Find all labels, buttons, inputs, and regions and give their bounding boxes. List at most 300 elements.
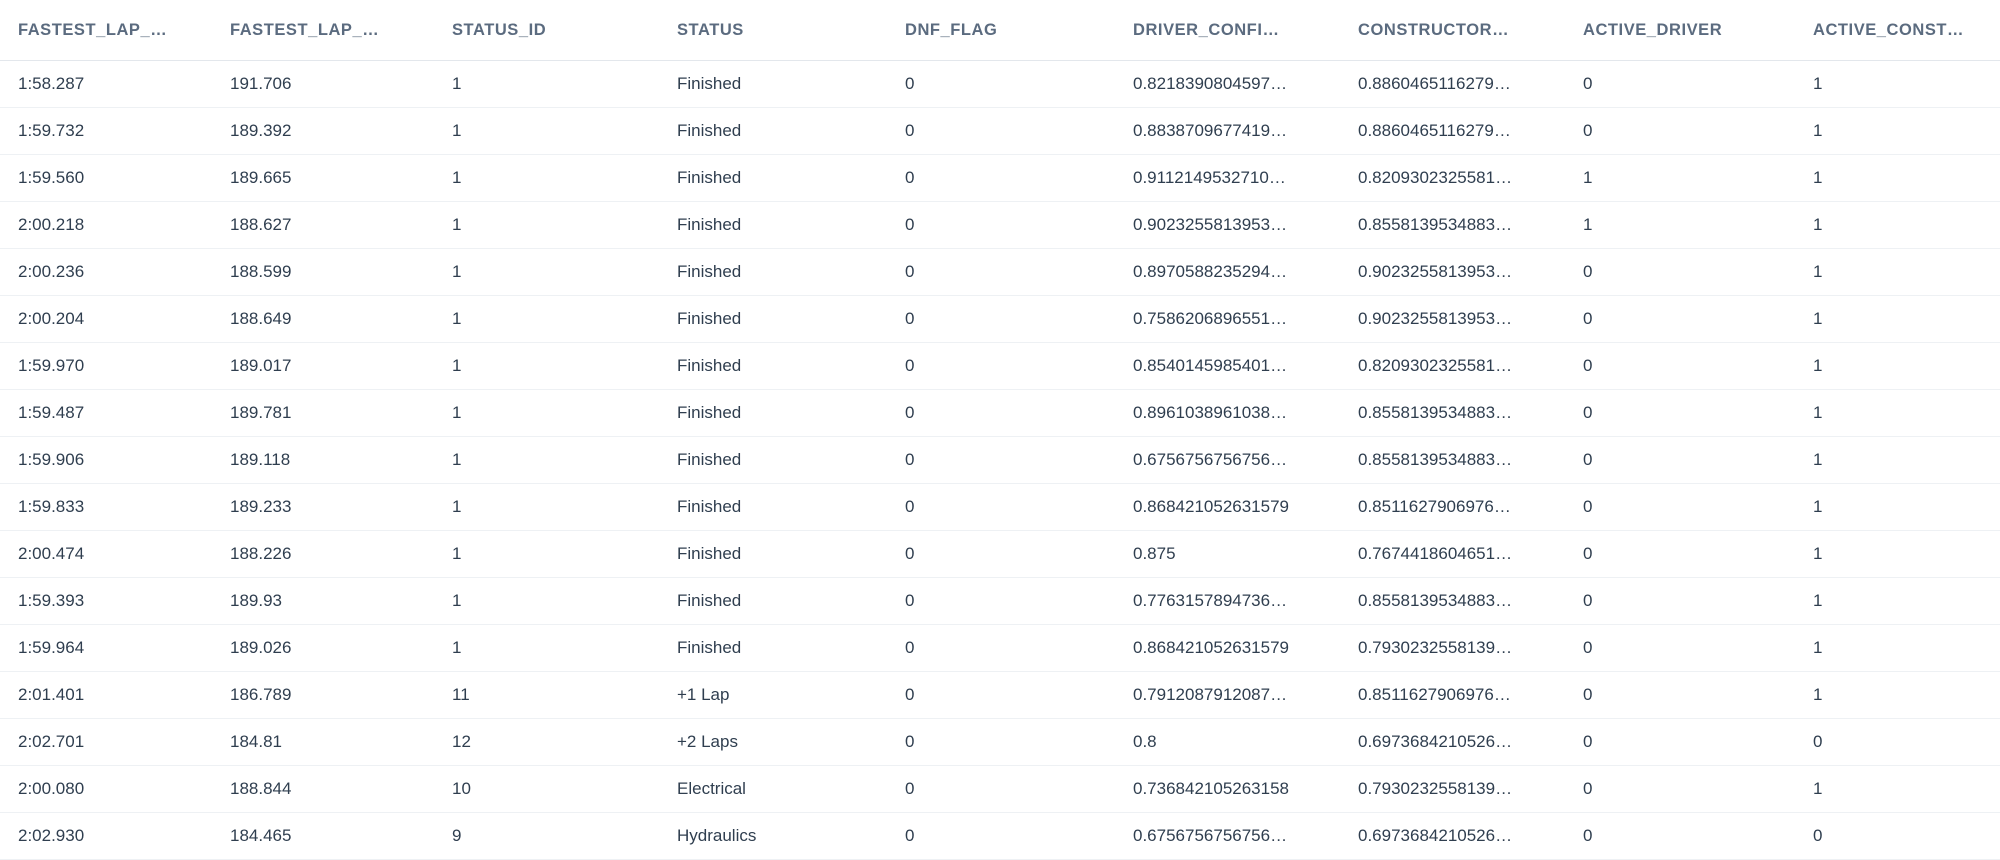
cell-fastest_lap_speed[interactable] [230, 296, 452, 343]
cell-status_id[interactable] [452, 813, 677, 860]
cell-driver_confidence[interactable] [1133, 437, 1358, 484]
cell-dnf_flag[interactable] [905, 625, 1133, 672]
column-header-status[interactable] [677, 0, 905, 61]
cell-fastest_lap_speed[interactable] [230, 61, 452, 108]
cell-fastest_lap_time[interactable] [0, 202, 230, 249]
table-row[interactable] [0, 484, 2000, 531]
cell-status_id[interactable] [452, 296, 677, 343]
cell-value: 0 [905, 403, 915, 422]
cell-value: 189.392 [230, 121, 292, 140]
table-row[interactable] [0, 531, 2000, 578]
cell-value: 0 [1583, 779, 1593, 798]
cell-dnf_flag[interactable] [905, 672, 1133, 719]
table-row[interactable] [0, 578, 2000, 625]
cell-constructor[interactable] [1358, 296, 1583, 343]
cell-value: 0.7763157894736… [1133, 591, 1288, 610]
column-header-driver_confidence[interactable] [1133, 0, 1358, 61]
cell-dnf_flag[interactable] [905, 108, 1133, 155]
cell-value: 0.8209302325581… [1358, 168, 1513, 187]
cell-fastest_lap_speed[interactable] [230, 672, 452, 719]
cell-fastest_lap_time[interactable] [0, 719, 230, 766]
column-header-label: ACTIVE_DRIVER [1583, 20, 1723, 39]
cell-dnf_flag[interactable] [905, 813, 1133, 860]
cell-value: 1 [1813, 215, 1823, 234]
cell-constructor[interactable] [1358, 249, 1583, 296]
cell-fastest_lap_speed[interactable] [230, 719, 452, 766]
cell-status_id[interactable] [452, 155, 677, 202]
cell-value: 1 [1813, 450, 1823, 469]
cell-fastest_lap_time[interactable] [0, 813, 230, 860]
cell-constructor[interactable] [1358, 343, 1583, 390]
cell-fastest_lap_speed[interactable] [230, 578, 452, 625]
cell-value: Finished [677, 121, 742, 140]
cell-value: 0.6756756756756… [1133, 450, 1288, 469]
cell-value: 0.8961038961038… [1133, 403, 1288, 422]
cell-active_driver[interactable] [1583, 766, 1813, 813]
cell-value: 0.8218390804597… [1133, 74, 1288, 93]
cell-driver_confidence[interactable] [1133, 766, 1358, 813]
cell-value: 0 [905, 638, 915, 657]
cell-value: 0 [905, 826, 915, 845]
cell-fastest_lap_speed[interactable] [230, 202, 452, 249]
cell-fastest_lap_time[interactable] [0, 766, 230, 813]
cell-value: 1 [452, 450, 462, 469]
cell-constructor[interactable] [1358, 155, 1583, 202]
cell-value: 0 [905, 356, 915, 375]
cell-value: 0.8 [1133, 732, 1157, 751]
cell-constructor[interactable] [1358, 766, 1583, 813]
cell-driver_confidence[interactable] [1133, 625, 1358, 672]
table-row[interactable] [0, 813, 2000, 860]
cell-value: 1 [1813, 168, 1823, 187]
table-row[interactable] [0, 390, 2000, 437]
cell-value: 0 [1583, 638, 1593, 657]
cell-value: 1 [452, 497, 462, 516]
cell-value: 1 [452, 262, 462, 281]
cell-value: 0.6973684210526… [1358, 732, 1513, 751]
cell-active_driver[interactable] [1583, 719, 1813, 766]
cell-value: 1 [1813, 779, 1823, 798]
cell-value: 0.868421052631579 [1133, 638, 1289, 657]
column-header-active_constructor[interactable] [1813, 0, 2000, 61]
cell-value: +1 Lap [677, 685, 730, 704]
cell-fastest_lap_speed[interactable] [230, 108, 452, 155]
cell-value: 1 [452, 121, 462, 140]
cell-value: 12 [452, 732, 471, 751]
cell-value: 1:59.906 [18, 450, 85, 469]
cell-active_constructor[interactable] [1813, 390, 2000, 437]
table-row[interactable] [0, 202, 2000, 249]
cell-value: Finished [677, 168, 742, 187]
cell-fastest_lap_time[interactable] [0, 296, 230, 343]
cell-value: 1 [1813, 497, 1823, 516]
cell-constructor[interactable] [1358, 484, 1583, 531]
cell-value: 1 [452, 591, 462, 610]
cell-value: 1 [1813, 591, 1823, 610]
cell-active_constructor[interactable] [1813, 484, 2000, 531]
cell-fastest_lap_speed[interactable] [230, 766, 452, 813]
cell-status_id[interactable] [452, 719, 677, 766]
cell-status[interactable] [677, 155, 905, 202]
cell-status_id[interactable] [452, 578, 677, 625]
cell-value: 188.599 [230, 262, 292, 281]
cell-fastest_lap_speed[interactable] [230, 625, 452, 672]
cell-constructor[interactable] [1358, 390, 1583, 437]
cell-active_driver[interactable] [1583, 531, 1813, 578]
cell-value: 0 [1583, 826, 1593, 845]
cell-active_constructor[interactable] [1813, 625, 2000, 672]
cell-active_constructor[interactable] [1813, 202, 2000, 249]
cell-value: 1 [1583, 215, 1593, 234]
cell-value: 0.8511627906976… [1358, 685, 1511, 704]
cell-fastest_lap_time[interactable] [0, 343, 230, 390]
cell-active_driver[interactable] [1583, 578, 1813, 625]
cell-dnf_flag[interactable] [905, 578, 1133, 625]
cell-driver_confidence[interactable] [1133, 249, 1358, 296]
cell-fastest_lap_speed[interactable] [230, 813, 452, 860]
cell-value: 0.7930232558139… [1358, 638, 1513, 657]
cell-active_constructor[interactable] [1813, 155, 2000, 202]
cell-constructor[interactable] [1358, 719, 1583, 766]
cell-dnf_flag[interactable] [905, 296, 1133, 343]
cell-value: Electrical [677, 779, 746, 798]
cell-value: 0.7912087912087… [1133, 685, 1288, 704]
cell-dnf_flag[interactable] [905, 437, 1133, 484]
cell-status_id[interactable] [452, 249, 677, 296]
cell-value: 1:59.487 [18, 403, 85, 422]
cell-active_constructor[interactable] [1813, 437, 2000, 484]
cell-driver_confidence[interactable] [1133, 531, 1358, 578]
cell-constructor[interactable] [1358, 437, 1583, 484]
column-header-label: FASTEST_LAP_… [230, 20, 380, 39]
cell-active_driver[interactable] [1583, 296, 1813, 343]
cell-value: 2:02.701 [18, 732, 85, 751]
cell-status[interactable] [677, 202, 905, 249]
table-row[interactable] [0, 437, 2000, 484]
column-header-fastest_lap_speed[interactable] [230, 0, 452, 61]
cell-value: 0 [1813, 732, 1823, 751]
column-header-label: DNF_FLAG [905, 20, 998, 39]
cell-status[interactable] [677, 437, 905, 484]
cell-value: 0 [905, 168, 915, 187]
cell-status_id[interactable] [452, 672, 677, 719]
cell-driver_confidence[interactable] [1133, 108, 1358, 155]
cell-driver_confidence[interactable] [1133, 719, 1358, 766]
cell-value: 0 [1583, 732, 1593, 751]
cell-active_constructor[interactable] [1813, 578, 2000, 625]
cell-fastest_lap_time[interactable] [0, 484, 230, 531]
cell-value: +2 Laps [677, 732, 738, 751]
cell-driver_confidence[interactable] [1133, 296, 1358, 343]
cell-active_constructor[interactable] [1813, 61, 2000, 108]
cell-value: Finished [677, 356, 742, 375]
cell-active_driver[interactable] [1583, 61, 1813, 108]
table-row[interactable] [0, 155, 2000, 202]
cell-fastest_lap_speed[interactable] [230, 484, 452, 531]
cell-fastest_lap_speed[interactable] [230, 249, 452, 296]
cell-active_driver[interactable] [1583, 484, 1813, 531]
cell-value: 2:00.204 [18, 309, 85, 328]
cell-status[interactable] [677, 249, 905, 296]
cell-constructor[interactable] [1358, 813, 1583, 860]
column-header-fastest_lap_time[interactable] [0, 0, 230, 61]
cell-active_constructor[interactable] [1813, 766, 2000, 813]
cell-driver_confidence[interactable] [1133, 61, 1358, 108]
cell-value: 1:59.560 [18, 168, 85, 187]
cell-driver_confidence[interactable] [1133, 578, 1358, 625]
cell-status[interactable] [677, 61, 905, 108]
cell-driver_confidence[interactable] [1133, 813, 1358, 860]
table-row[interactable] [0, 296, 2000, 343]
cell-value: 191.706 [230, 74, 292, 93]
cell-active_constructor[interactable] [1813, 249, 2000, 296]
cell-status_id[interactable] [452, 202, 677, 249]
cell-value: Finished [677, 591, 742, 610]
cell-value: 0 [1583, 403, 1593, 422]
cell-value: 189.017 [230, 356, 292, 375]
cell-value: 0 [905, 309, 915, 328]
table-row[interactable] [0, 61, 2000, 108]
column-header-label: STATUS_ID [452, 20, 547, 39]
cell-fastest_lap_speed[interactable] [230, 437, 452, 484]
column-header-active_driver[interactable] [1583, 0, 1813, 61]
cell-fastest_lap_speed[interactable] [230, 343, 452, 390]
cell-value: 1 [1813, 74, 1823, 93]
cell-dnf_flag[interactable] [905, 61, 1133, 108]
cell-constructor[interactable] [1358, 578, 1583, 625]
cell-active_constructor[interactable] [1813, 531, 2000, 578]
cell-active_driver[interactable] [1583, 390, 1813, 437]
cell-value: 0 [1583, 544, 1593, 563]
cell-active_driver[interactable] [1583, 672, 1813, 719]
cell-fastest_lap_time[interactable] [0, 108, 230, 155]
cell-status[interactable] [677, 484, 905, 531]
cell-constructor[interactable] [1358, 625, 1583, 672]
cell-driver_confidence[interactable] [1133, 390, 1358, 437]
cell-value: 0 [905, 732, 915, 751]
cell-status[interactable] [677, 766, 905, 813]
cell-value: 0 [1583, 74, 1593, 93]
cell-value: 0.8970588235294… [1133, 262, 1288, 281]
table-row[interactable] [0, 766, 2000, 813]
table-row[interactable] [0, 672, 2000, 719]
cell-status_id[interactable] [452, 531, 677, 578]
cell-active_driver[interactable] [1583, 202, 1813, 249]
cell-active_driver[interactable] [1583, 108, 1813, 155]
table-header-row [0, 0, 2000, 61]
cell-value: 0.8558139534883… [1358, 215, 1513, 234]
cell-value: 1 [452, 309, 462, 328]
cell-value: 1 [452, 638, 462, 657]
cell-dnf_flag[interactable] [905, 343, 1133, 390]
cell-value: 1:59.964 [18, 638, 85, 657]
cell-active_driver[interactable] [1583, 155, 1813, 202]
cell-value: 189.026 [230, 638, 292, 657]
cell-status_id[interactable] [452, 61, 677, 108]
cell-active_driver[interactable] [1583, 813, 1813, 860]
cell-value: 0.8558139534883… [1358, 450, 1513, 469]
cell-fastest_lap_time[interactable] [0, 61, 230, 108]
cell-fastest_lap_time[interactable] [0, 672, 230, 719]
cell-value: 1 [1813, 544, 1823, 563]
cell-value: 0.7930232558139… [1358, 779, 1513, 798]
column-header-constructor[interactable] [1358, 0, 1583, 61]
cell-value: 0 [905, 215, 915, 234]
cell-value: 2:00.218 [18, 215, 85, 234]
cell-status[interactable] [677, 296, 905, 343]
cell-value: 184.81 [230, 732, 282, 751]
cell-value: 0.9112149532710… [1133, 168, 1286, 187]
cell-value: 0 [1583, 121, 1593, 140]
cell-value: 0.6973684210526… [1358, 826, 1513, 845]
cell-active_driver[interactable] [1583, 249, 1813, 296]
cell-fastest_lap_speed[interactable] [230, 531, 452, 578]
cell-fastest_lap_time[interactable] [0, 155, 230, 202]
cell-status_id[interactable] [452, 437, 677, 484]
cell-value: 9 [452, 826, 462, 845]
cell-value: 189.233 [230, 497, 292, 516]
cell-value: 1:59.732 [18, 121, 85, 140]
cell-fastest_lap_time[interactable] [0, 249, 230, 296]
cell-value: 1 [1813, 685, 1823, 704]
column-header-label: STATUS [677, 20, 744, 39]
cell-fastest_lap_time[interactable] [0, 437, 230, 484]
cell-value: Finished [677, 215, 742, 234]
cell-driver_confidence[interactable] [1133, 484, 1358, 531]
cell-value: 0.8558139534883… [1358, 591, 1513, 610]
cell-dnf_flag[interactable] [905, 531, 1133, 578]
cell-status[interactable] [677, 390, 905, 437]
cell-value: 0 [905, 121, 915, 140]
cell-value: 1:58.287 [18, 74, 85, 93]
cell-fastest_lap_speed[interactable] [230, 390, 452, 437]
cell-value: 1 [1813, 403, 1823, 422]
cell-value: 0 [1583, 685, 1593, 704]
cell-dnf_flag[interactable] [905, 155, 1133, 202]
cell-active_driver[interactable] [1583, 343, 1813, 390]
cell-value: 1 [452, 403, 462, 422]
cell-status_id[interactable] [452, 390, 677, 437]
cell-value: 1 [452, 544, 462, 563]
cell-status_id[interactable] [452, 484, 677, 531]
cell-driver_confidence[interactable] [1133, 155, 1358, 202]
column-header-status_id[interactable] [452, 0, 677, 61]
cell-dnf_flag[interactable] [905, 202, 1133, 249]
cell-fastest_lap_time[interactable] [0, 625, 230, 672]
cell-value: 10 [452, 779, 471, 798]
cell-value: 2:00.236 [18, 262, 85, 281]
cell-active_constructor[interactable] [1813, 719, 2000, 766]
cell-status[interactable] [677, 531, 905, 578]
cell-status_id[interactable] [452, 766, 677, 813]
cell-dnf_flag[interactable] [905, 249, 1133, 296]
cell-active_constructor[interactable] [1813, 813, 2000, 860]
table-row[interactable] [0, 343, 2000, 390]
cell-driver_confidence[interactable] [1133, 343, 1358, 390]
cell-driver_confidence[interactable] [1133, 672, 1358, 719]
cell-status[interactable] [677, 578, 905, 625]
cell-value: 186.789 [230, 685, 292, 704]
column-header-label: CONSTRUCTOR… [1358, 20, 1510, 39]
cell-value: 0.8511627906976… [1358, 497, 1511, 516]
cell-constructor[interactable] [1358, 672, 1583, 719]
cell-constructor[interactable] [1358, 531, 1583, 578]
cell-status_id[interactable] [452, 625, 677, 672]
cell-value: 2:00.080 [18, 779, 85, 798]
table-row[interactable] [0, 108, 2000, 155]
cell-status[interactable] [677, 813, 905, 860]
table-row[interactable] [0, 625, 2000, 672]
cell-value: 0 [1813, 826, 1823, 845]
cell-active_driver[interactable] [1583, 625, 1813, 672]
cell-value: 1 [1583, 168, 1593, 187]
cell-status[interactable] [677, 719, 905, 766]
cell-value: 184.465 [230, 826, 292, 845]
cell-fastest_lap_time[interactable] [0, 578, 230, 625]
cell-dnf_flag[interactable] [905, 390, 1133, 437]
cell-value: Finished [677, 309, 742, 328]
cell-dnf_flag[interactable] [905, 766, 1133, 813]
cell-fastest_lap_time[interactable] [0, 390, 230, 437]
column-header-label: DRIVER_CONFI… [1133, 20, 1280, 39]
cell-value: 0.8209302325581… [1358, 356, 1513, 375]
cell-fastest_lap_speed[interactable] [230, 155, 452, 202]
cell-value: Hydraulics [677, 826, 757, 845]
cell-active_constructor[interactable] [1813, 108, 2000, 155]
cell-value: Finished [677, 403, 742, 422]
cell-status[interactable] [677, 343, 905, 390]
cell-fastest_lap_time[interactable] [0, 531, 230, 578]
cell-value: 0 [905, 544, 915, 563]
cell-value: 1 [452, 215, 462, 234]
cell-active_constructor[interactable] [1813, 343, 2000, 390]
cell-value: 0 [1583, 450, 1593, 469]
cell-value: 188.226 [230, 544, 292, 563]
cell-active_constructor[interactable] [1813, 296, 2000, 343]
cell-dnf_flag[interactable] [905, 719, 1133, 766]
cell-value: 0 [905, 262, 915, 281]
cell-dnf_flag[interactable] [905, 484, 1133, 531]
cell-driver_confidence[interactable] [1133, 202, 1358, 249]
cell-value: 0 [905, 450, 915, 469]
cell-active_driver[interactable] [1583, 437, 1813, 484]
cell-value: 1 [452, 356, 462, 375]
column-header-label: ACTIVE_CONST… [1813, 20, 1965, 39]
table-row[interactable] [0, 719, 2000, 766]
cell-value: 2:02.930 [18, 826, 85, 845]
cell-value: Finished [677, 74, 742, 93]
cell-value: 0.8860465116279… [1358, 121, 1511, 140]
cell-status[interactable] [677, 625, 905, 672]
cell-active_constructor[interactable] [1813, 672, 2000, 719]
cell-value: 0 [1583, 262, 1593, 281]
column-header-dnf_flag[interactable] [905, 0, 1133, 61]
cell-value: 0.9023255813953… [1133, 215, 1288, 234]
cell-value: 189.93 [230, 591, 282, 610]
cell-status_id[interactable] [452, 343, 677, 390]
cell-value: 2:00.474 [18, 544, 85, 563]
table-row[interactable] [0, 249, 2000, 296]
cell-constructor[interactable] [1358, 108, 1583, 155]
cell-status_id[interactable] [452, 108, 677, 155]
cell-value: 1 [452, 74, 462, 93]
cell-constructor[interactable] [1358, 61, 1583, 108]
column-header-label: FASTEST_LAP_… [18, 20, 168, 39]
cell-status[interactable] [677, 672, 905, 719]
cell-status[interactable] [677, 108, 905, 155]
cell-value: 0.8558139534883… [1358, 403, 1513, 422]
cell-constructor[interactable] [1358, 202, 1583, 249]
